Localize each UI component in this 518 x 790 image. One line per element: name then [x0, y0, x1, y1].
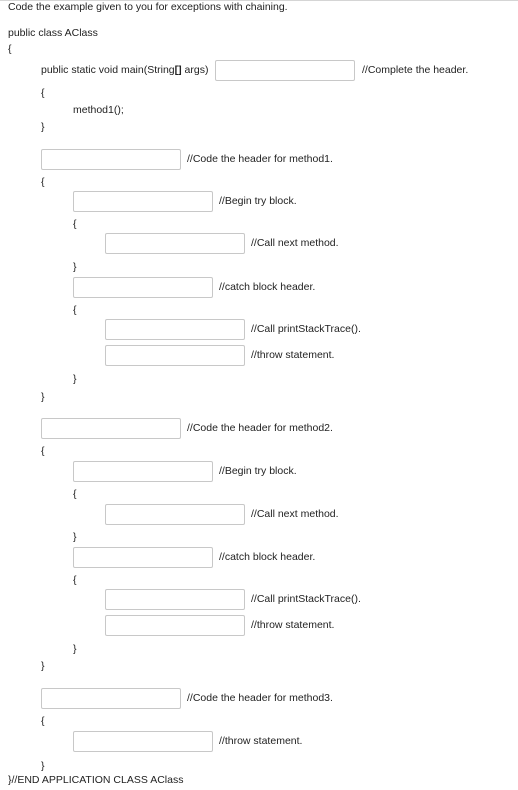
method2-catch-comment: //catch block header. — [219, 551, 316, 563]
main-signature-suffix: args) — [181, 64, 209, 76]
class-open-brace: { — [8, 43, 12, 55]
method1-trace-input[interactable] — [105, 319, 245, 340]
method2-try-open-brace: { — [73, 488, 77, 500]
main-call-text: method1(); — [73, 104, 124, 116]
method2-try-input[interactable] — [73, 461, 213, 482]
method1-throw-input[interactable] — [105, 345, 245, 366]
method1-catch-close-brace: } — [73, 373, 77, 385]
method1-call-input[interactable] — [105, 233, 245, 254]
method2-trace-comment: //Call printStackTrace(). — [251, 593, 361, 605]
method2-close-brace: } — [41, 660, 45, 672]
instructions-text: Code the example given to you for exceptions with chaining. — [8, 1, 288, 13]
method3-throw-input[interactable] — [73, 731, 213, 752]
method1-try-comment: //Begin try block. — [219, 195, 297, 207]
method2-try-comment: //Begin try block. — [219, 465, 297, 477]
method2-open-brace: { — [41, 445, 45, 457]
method1-close-brace: } — [41, 391, 45, 403]
method2-trace-input[interactable] — [105, 589, 245, 610]
main-comment: //Complete the header. — [362, 64, 469, 76]
method2-call-input[interactable] — [105, 504, 245, 525]
method1-catch-open-brace: { — [73, 304, 77, 316]
main-signature-brackets: [] — [174, 64, 182, 76]
method3-open-brace: { — [41, 715, 45, 727]
method3-header-input[interactable] — [41, 688, 181, 709]
method1-trace-comment: //Call printStackTrace(). — [251, 323, 361, 335]
end-comment: }//END APPLICATION CLASS AClass — [8, 774, 184, 786]
method2-catch-close-brace: } — [73, 643, 77, 655]
method2-throw-input[interactable] — [105, 615, 245, 636]
main-open-brace: { — [41, 87, 45, 99]
class-header-text: public class AClass — [8, 27, 98, 39]
method1-throw-comment: //throw statement. — [251, 349, 335, 361]
method2-header-input[interactable] — [41, 418, 181, 439]
method2-catch-open-brace: { — [73, 574, 77, 586]
main-close-brace: } — [41, 121, 45, 133]
method1-open-brace: { — [41, 176, 45, 188]
method1-header-input[interactable] — [41, 149, 181, 170]
method1-call-comment: //Call next method. — [251, 237, 339, 249]
method1-catch-comment: //catch block header. — [219, 281, 316, 293]
method2-try-close-brace: } — [73, 531, 77, 543]
method1-try-input[interactable] — [73, 191, 213, 212]
main-signature-prefix: public static void main(String — [41, 64, 175, 76]
method3-close-brace: } — [41, 760, 45, 772]
method2-call-comment: //Call next method. — [251, 508, 339, 520]
main-header-input[interactable] — [215, 60, 355, 81]
main-signature — [41, 63, 208, 77]
method1-try-close-brace: } — [73, 261, 77, 273]
method1-catch-input[interactable] — [73, 277, 213, 298]
method2-throw-comment: //throw statement. — [251, 619, 335, 631]
method3-header-comment: //Code the header for method3. — [187, 692, 333, 704]
method3-throw-comment: //throw statement. — [219, 735, 303, 747]
method2-header-comment: //Code the header for method2. — [187, 422, 333, 434]
method2-catch-input[interactable] — [73, 547, 213, 568]
method1-try-open-brace: { — [73, 218, 77, 230]
method1-header-comment: //Code the header for method1. — [187, 153, 333, 165]
